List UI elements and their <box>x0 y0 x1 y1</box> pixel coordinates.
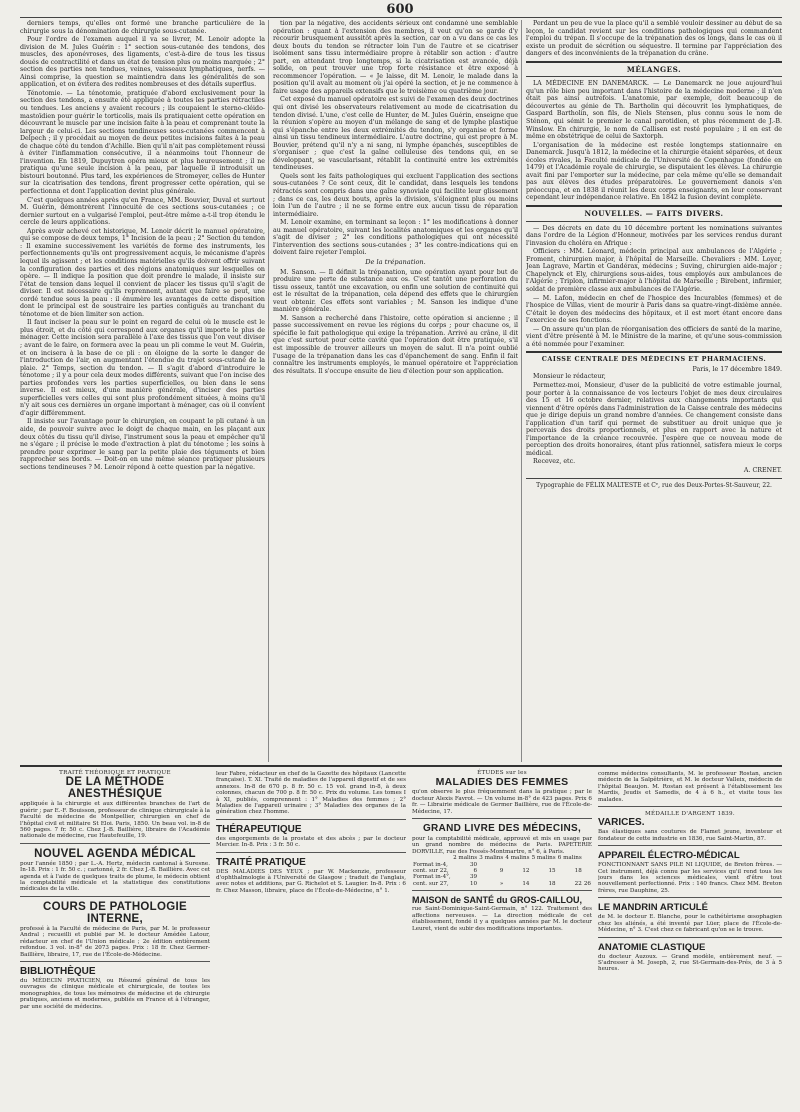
ad-title: ANATOMIE CLASTIQUE <box>598 941 706 953</box>
letter-closing: Recevez, etc. <box>533 458 576 466</box>
ad-appareil-electro <box>598 848 782 898</box>
paragraph: Quels sont les faits pathologiques qui excluent l'application des sections sous-cutanées ? Ce sont ceux, dit le candidat, dans lesquels les tendons rétractés sont compris dans une gaîne synoviale qui facilite leur glissement ; dans ce cas, les deux bouts, après la division, s'éloignent plus ou moins loin l'un de l'autre ; il ne se forme entre eux aucun tissu de réparation intermédiaire. <box>273 172 518 218</box>
ads-rule <box>20 765 782 767</box>
ad-text: du docteur Auzoux. — Grand modèle, entièrement neuf. — S'adresser à M. Joseph, 2, rue St-Germain-des-Prés, de 3 à 5 heures. <box>598 953 782 973</box>
table-cell: Format in-4°, <box>413 874 451 881</box>
paragraph: LA MÉDECINE EN DANEMARCK. — Le Danemarck ne joue aujourd'hui qu'un rôle bien peu important dans l'histoire de la médecine moderne ; il n'en était pas ainsi autrefois. L'anatomie, par exemple, doit beaucoup de découvertes au génie de Th. Bartholin qui découvrit les lymphatiques, de Gaspard Bartholin, son fils, de Niels Stensen, plus connu sous le nom de Sténon, qui sémit le premier le canal parotidien, et plus récemment de J.-B. Winslow. En chirurgie, le nom de Callisen est resté populaire ; il en est de même en obstétrique de celui de Saxtorph. <box>526 80 782 141</box>
paragraph: Après avoir achevé cet historique, M. Lenoir décrit le manuel opératoire, qui se compose de deux temps, 1° Incision de la peau ; 2° Section du tendon : Il examine successivement les variétés de forme des instruments, les perfectionnements qu'ils ont progressivement acquis, le mécanisme d'après lequel ils agissent ; et les conditions matérielles qu'ils doivent offrir suivant la configuration des parties et des régions anatomiques sur lesquelles on opère. — Il indique la position que doit prendre le malade, il insiste sur l'état de tension dans lequel il convient de placer les tissus qu'il s'agit de diviser. Il est nécessaire qu'ils reprennent, autant que faire se peut, une cordé tendue sous la peau : il énumère les avantages de cette disposition dont le principal est de soustraire les parties contiguës au tranchant du ténotome et de bien limiter son action. <box>20 227 265 318</box>
table-cell: 14 <box>522 880 530 887</box>
ad-kicker: MÉDAILLE D'ARGENT 1839. <box>645 811 735 818</box>
table-cell: 15 <box>548 868 556 875</box>
paragraph: tion par la négative, des accidents sérieux ont condamné une semblable opération : quant à l'extension des membres, il veut qu'on se garde d'y recourir brusquement aussitôt après la section, car on a vu dans ce cas les deux bouts du tendon se rétracter loin l'un de l'autre et se cicatriser isolément sans tissu intermédiaire propre à rétablir son action : d'autre part, en attendant trop longtemps, si la cicatrisation est avancée, déjà solide, on peut trouver une trop forte résistance et être exposé à recommencer l'opération. — « Je laisse, dit M. Lenoir, le malade dans la position qu'il avait au moment où j'ai opéré la section, et je ne commence à faire usage des appareils extensifs que le troisième ou quatrième jour. <box>273 20 518 95</box>
ad-varices <box>598 809 782 846</box>
paragraph: C'est quelques années après qu'en France, MM. Bouvier, Duval et surtout M. Guérin, démontrèrent l'innocuité de ces sections sous-cutanées ; ce dernier surtout en a vulgarisé l'emploi, peut-être même a-t-il trop étendu le cercle de leurs applications. <box>20 196 265 227</box>
ad-title: MALADIES DES FEMMES <box>435 776 569 789</box>
ad-title: COURS DE PATHOLOGIE INTERNE, <box>43 900 187 925</box>
ad-text: pour la comptabilité médicale, approuvé et mis en usage par un grand nombre de médecins de Paris. PAPETERIE DORVILLE, rue des Fossés-Montmartre, n° 6, à Paris. <box>412 836 592 855</box>
typography-credit: Typographie de FÉLIX MALTESTE et Cᵉ, rue des Deux-Portes-St-Sauveur, 22. <box>536 481 772 489</box>
ad-title: MAISON de SANTÉ du GROS-CAILLOU, <box>412 895 582 906</box>
ad-fabre-traite <box>216 768 406 820</box>
paragraph: Perdant un peu de vue la place qu'il a semblé vouloir dessiner au début de sa leçon, le candidat revient sur les conditions pathologiques qui commandent l'emploi du trépan. Il s'occupe de la trépanation des os longs, dans le cas où il existe un produit de sécrétion ou séquestre. Il termine par l'appréciation des dangers et des inconvénients de la trépanation du crâne. <box>526 20 782 58</box>
table-cell: 10 <box>469 880 478 887</box>
paragraph: derniers temps, qu'elles ont formé une branche particulière de la chirurgie sous la dénomination de chirurgie sous-cutanée. <box>20 20 265 35</box>
ad-mandrin-articule <box>598 900 782 937</box>
ad-text: du MÉDECIN PRATICIEN, ou Résumé général de tous les ouvrages de clinique médicale et chirurgicale, de toutes les monographies, de tous les mémoires de médecine et de chirurgie pratiques, anciens et modernes, publiés en France et à l'étranger, par une société de médecins. <box>20 977 210 1010</box>
section-rule <box>526 205 782 207</box>
ad-title: BIBLIOTHÈQUE <box>20 965 96 977</box>
table-cell: 6 <box>473 868 478 875</box>
ad-title: NOUVEL AGENDA MÉDICAL <box>34 847 196 860</box>
ad-text: FONCTIONNANT SANS PILE NI LIQUIDE, de Breton frères. — Cet instrument, déjà connu par les services qu'il rend tous les jours dans les sciences médicales, vient d'être tout nouvellement perfectionné. Prix : 140 francs. Chez MM. Breton frères, rue Dauphine, 25. <box>598 862 782 894</box>
paragraph: Officiers : MM. Léonard, médecin principal aux ambulances de l'Algérie ; Froment, chirurgien major, à l'hôpital de Marseille. Chevaliers : MM. Loyer, Jean Lagrave, Martin et Gandérax, médecins ; Suving, chirurgien aide-major ; Chapelynck et Ely, chirurgiens sous-aides, tous employés aux ambulances de l'Algérie ; Triplon, infirmier-major à l'hôpital de Marseille ; Birebent, infirmier, soldat de première classe aux ambulances de l'Algérie. <box>526 248 782 293</box>
ad-methode-anesthesique <box>20 768 210 844</box>
ad-kicker: TRAITÉ THÉORIQUE ET PRATIQUE <box>59 770 171 776</box>
table-row <box>412 881 592 887</box>
table-cell: 18 <box>574 868 582 875</box>
ad-consultants <box>598 768 782 807</box>
paragraph: — Des décrets en date du 10 décembre portent les nominations suivantes dans l'ordre de la Légion d'Honneur, motivées par les services rendus durant l'invasion du choléra en Afrique : <box>526 224 782 247</box>
letter-signature: A. CRENET. <box>743 466 782 474</box>
section-rule <box>526 351 782 353</box>
price-table <box>412 855 592 887</box>
ad-pathologie-interne <box>20 899 210 962</box>
paragraph: Cet exposé du manuel opératoire est suivi de l'examen des deux doctrines qui ont divisé les observateurs relativement au mode de cicatrisation du tendon divisé. L'une, c'est celle de Hunter, de M. Jules Guérin, enseigne que la réunion s'opère au moyen d'un mélange de sang et de lymphe plastique qui s'épanche entre les deux extrémités du tendon, s'y organise et forme ainsi un tissu tendineux intermédiaire. L'autre doctrine, qui est propre à M. Bouvier, prétend qu'il n'y a ni sang, ni lymphe épanchés, susceptibles de s'organiser ; que c'est la gaîne celluleuse des tendons qui, en se développant, se vascularisant, rétablit la continuité entre les extrémités tendineuses. <box>273 96 518 172</box>
table-header-cell: 6 malins <box>557 855 582 862</box>
ad-text: appliquée à la chirurgie et aux différentes branches de l'art de guérir ; par E.-F. Bouisson, professeur de clinique chirurgicale à la Faculté de médecine de Montpellier, chirurgien en chef de l'hôpital civil et militaire St Eloi. Paris, 1850. Un beau vol. in-8 de 560 pages. 7 fr. 50 c. Chez J.-B. Baillière, libraire de l'Académie nationale de médecine, rue Hautefeuille, 19. <box>20 801 210 840</box>
paragraph: M. Lenoir examine, en terminant sa leçon : 1° les modifications à donner au manuel opératoire, suivant les localités anatomiques et les organes qu'il s'agit de diviser ; 2° les conditions pathologiques qui ont nécessité l'intervention des sections sous-cutanées ; 3° les contre-indications qui en doivent faire rejeter l'emploi. <box>273 219 518 257</box>
section-title-caisse: CAISSE CENTRALE DES MÉDECINS ET PHARMACIENS. <box>541 355 767 364</box>
text-column-3 <box>526 20 782 762</box>
table-cell: 30 <box>469 861 478 868</box>
ad-text: rue Saint-Dominique-Saint-Germain, n° 122. Traitement des affections nerveuses. — La direction médicale de cet établissement, fondé il y a quelques années par M. le docteur Leuret, vient de subir des modifications importantes. <box>412 906 592 932</box>
ad-title: TRAITÉ PRATIQUE <box>216 856 306 868</box>
column-divider <box>268 20 269 762</box>
ad-grand-livre <box>412 821 592 891</box>
paragraph: M. Sanson a recherché dans l'histoire, cette opération si ancienne ; il passe successivement en revue les régions du corps ; pour chacune os, il spécifie le fait pathologique qui exige la trépanation. Arrivé au crâne, il dit que c'est surtout pour cette cavité que l'opération doit être pratiquée, s'il est impossible de trouver ailleurs un moyen de salut. Il n'a point oublié l'usage de la trépanation dans les cas d'épanchement de sang. Enfin il fait connaître les instruments employés, le manuel opératoire et l'appréciation des résultats. Il s'occupe ensuite de lieu d'élection pour son application. <box>273 314 518 375</box>
ad-maladies-femmes <box>412 768 592 819</box>
ad-title: VARICES. <box>598 817 645 829</box>
paragraph: Ténotomie. — La ténotomie, pratiquée d'abord exclusivement pour la section des tendons, a ensuite été appliquée à toutes les parties rétractiles ou tendues. Les anciens y avaient recours ; ils coupaient le sterno-cléido-mastoïdien pour guérir le torticolis, mais ils pratiquaient cette opération en découvrant le muscle par une incision faite à la peau et comprenant toute la largeur de celui-ci. Les sections tendineuses sous-cutanées commencent à Delpech ; il y procédait au moyen de deux petites incisions faites à la peau de chaque côté du tendon d'Achille. Bien qu'il n'ait pas complètement réussi à éviter l'inflammation consécutive, il a néanmoins tout l'honneur de l'invention. En 1819, Dupuytren opéra mieux et plus heureusement ; il ne pratiqua qu'une seule incision à la peau, par laquelle il introduisit un bistouri boutonné. Plus tard, les expériences de Stromeyer, celles de Hunter sur la cicatrisation des tendons, firent progresser cette opération, qui se perfectionna et dont l'application devint plus générale. <box>20 89 265 196</box>
table-cell: 26 <box>583 880 591 887</box>
section-rule <box>526 221 782 222</box>
table-header-cell: 2 malins <box>453 855 478 862</box>
section-rule <box>526 76 782 77</box>
table-cell: 18 <box>548 880 556 887</box>
ad-title: DE LA MÉTHODE ANESTHÉSIQUE <box>65 776 165 801</box>
ad-bibliotheque <box>20 964 210 1013</box>
ads-column-2 <box>216 768 406 1108</box>
table-cell: 39 <box>469 874 478 881</box>
column-divider <box>521 20 522 762</box>
paragraph: — On assure qu'un plan de réorganisation des officiers de santé de la marine, vient d'être présenté à M. le Ministre de la marine, et qu'une sous-commission a été nommée pour l'examiner. <box>526 325 782 348</box>
ad-text: leur Fabre, rédacteur en chef de la Gazette des hôpitaux (Lancette française). T. XI. Traité de maladies de l'appareil digestif et de ses annexes. In-8 de 670 p. 8 fr. 50 c. 15 vol. grand in-8, à deux colonnes, chacun de 700 p. 8 fr. 50 c. Prix du volume. Les tomes I à XI, publiés, comprennent : 1° Maladies des femmes ; 2° Maladies de l'appareil urinaire ; 3° Maladies des organes de la génération chez l'homme. <box>216 771 406 816</box>
ad-anatomie-clastique <box>598 940 782 976</box>
section-title-nouvelles: NOUVELLES. — FAITS DIVERS. <box>584 209 724 219</box>
ads-column-4 <box>598 768 782 1108</box>
ad-text: Bas élastiques sans coutures de Flamet jeune, inventeur et fondateur de cette industrie en 1836, rue Saint-Martin, 87. <box>598 829 782 842</box>
ad-therapeutique <box>216 822 406 853</box>
table-header-cell: 3 malins <box>479 855 504 862</box>
ad-text: DES MALADIES DES YEUX ; par W. Mackenzie, professeur d'ophthalmologie à l'Université de Glasgow ; traduit de l'anglais, avec notes et additions, par G. Richelot et S. Laugier. In-8. Prix : 6 fr. Chez Masson, libraire, place de l'École-de-Médecine, n° 1. <box>216 868 406 894</box>
section-rule <box>526 61 782 63</box>
ad-agenda-medical <box>20 846 210 897</box>
top-rule <box>20 17 782 18</box>
paragraph: — M. Lafon, médecin en chef de l'hospice des Incurables (femmes) et de l'hospice de Villas, vient de mourir à Paris dans sa quatre-vingt-dixième année. C'était le doyen des médecins des hôpitaux, et il est mort étant encore dans l'exercice de ses fonctions. <box>526 294 782 325</box>
ads-column-3 <box>412 768 592 1108</box>
ad-text: pour l'année 1850 ; par L.-A. Hertz, médecin cantonal à Suresne. In-18. Prix : 1 fr. 50 c. ; cartonné, 2 fr. Chez J.-B. Baillière. Avec cet agenda et à l'aide de quelques traits de plume, le médecin obtient la comptabilité médicale et la statistique des constitutions médicales de la ville. <box>20 860 210 893</box>
ad-title: THÉRAPEUTIQUE <box>216 823 302 835</box>
table-cell: 22 <box>574 880 582 887</box>
letter-salutation: Monsieur le rédacteur, <box>533 373 606 381</box>
ad-text: qu'on observe le plus fréquemment dans la pratique ; par le docteur Alexis Favrot. — Un volume in-8° de 423 pages. Prix 6 fr. — Librairie médicale de Germer Baillière, rue de l'École-de-Médecine, 17. <box>412 789 592 815</box>
page-number: 600 <box>386 2 414 17</box>
ads-column-1 <box>20 768 210 1108</box>
ad-title: LE MANDRIN ARTICULÉ <box>598 902 708 914</box>
ad-title: GRAND LIVRE DES MÉDECINS, <box>422 823 582 835</box>
table-cell: cent. sur 27, <box>413 880 449 887</box>
section-title-melanges: MÉLANGES. <box>626 64 682 74</box>
text-column-2 <box>273 20 518 762</box>
ad-text: des engorgements de la prostate et des abcès ; par le docteur Mercier. In-8. Prix : 3 fr. 50 c. <box>216 835 406 849</box>
paragraph: L'organisation de la médecine est restée longtemps stationnaire en Danemarck. Jusqu'à 1812, la médecine et la chirurgie étaient séparées, et deux écoles rivales, la Faculté médicale de l'Université de Copenhague (fondée en 1479) et l'Académie royale de chirurgie, se disputaient les élèves. La chirurgie avait fini par l'emporter sur la médecine, par cela même qu'elle se demandait pas aux élèves des études préparatoires. Le gouvernement danois s'en préoccupa, et en 1838 il réunit les deux corps enseignants, en leur conservant cependant leur indépendance relative. En 1842 la fusion devint complète. <box>526 141 782 202</box>
ad-traite-pratique <box>216 855 406 898</box>
table-cell: » <box>499 880 504 887</box>
table-header-cell: 4 malins <box>505 855 530 862</box>
ad-kicker: ÉTUDES sur les <box>477 770 527 776</box>
table-cell: 12 <box>522 868 530 875</box>
paragraph: Permettez-moi, Monsieur, d'user de la publicité de votre estimable journal, pour porter à la connaissance de vos lecteurs l'objet de mes deux circulaires des 15 et 16 octobre dernier, relatives aux changements importants qui viennent d'être opérés dans l'administration de la Caisse centrale des médecins que je dirige depuis un grand nombre d'années. Ce changement consiste dans l'application d'un tarif qui permet de substituer au droit unique que je percevais des droits proportionnels, et plus en rapport avec la nature et l'importance de la créance recouvrée. J'espère que ce nouveau mode de perception des droits honoraires, étant plus rationnel, satisfera mieux le corps médical. <box>526 381 782 457</box>
table-cell: Format in-4, <box>413 861 448 868</box>
ad-maison-sante <box>412 893 592 935</box>
paragraph: Il insiste sur l'avantage pour le chirurgien, en coupant le pli cutané à un aide, de pouvoir suivre avec le doigt de chaque main, en les plaçant aux deux côtés du tissu qu'il divise, l'instrument sous la peau et empêcher qu'il ne s'égare ; il précise le mode d'extraction à plat du ténotome ; les soins à prendre pour exprimer le sang par la petite plaie des téguments et bien rapprocher ses bords. — Doit-on en une même séance pratiquer plusieurs sections tendineuses ? M. Lenoir répond à cette question par la négative. <box>20 418 265 471</box>
text-column-1 <box>20 20 265 762</box>
paragraph: M. Sanson. — Il définit la trépanation, une opération ayant pour but de produire une perte de substance aux os. C'est tantôt une perforation du tissu osseux, tantôt une excavation, ou enfin une solution de continuité qui est le résultat de la trépanation, cela dépend des effets que le chirurgien veut obtenir. Ces effets sont variables ; M. Sanson les indique d'une manière générale. <box>273 268 518 314</box>
ad-text: de M. le docteur E. Blanche, pour le cathétérisme œsophagien chez les aliénés, a été inventé par Lüer, place de l'École-de-Médecine, n° 3. C'est chez ce fabricant qu'on se le trouve. <box>598 914 782 934</box>
table-cell: 9 <box>499 868 504 875</box>
ad-text: professé à la Faculté de médecine de Paris, par M. le professeur Andral ; recueilli et publié par M. le docteur Amédée Latour, rédacteur en chef de l'Union médicale ; 2e édition entièrement refondue. 3 vol. in-8° de 2073 pages. Prix : 18 fr. Chez Germer-Baillière, libraire, 17, rue de l'École-de-Médecine. <box>20 925 210 958</box>
ad-text: comme médecins consultants, M. le professeur Rostan, ancien médecin de la Salpêtrière, et M. le docteur Valleix, médecin de l'hôpital Beaujon. M. Rostan est présent à l'établissement les Mardis, Jeudis et Samedis, de 4 à 6 h., et visite tous les malades. <box>598 771 782 803</box>
paragraph: Il faut inciser la peau sur le point en regard de celui où le muscle est le plus étroit, et du côté qui correspond aux organes qu'il importe le plus de ménager. Cette incision sera parallèle à l'axe des tissus que l'on veut diviser ; avant de le faire, on formera avec la peau un pli comme le veut M. Guérin, et on incisera à la base de ce pli : on éloigne de la sorte le danger de l'introduction de l'air, en augmentant l'étendue du trajet sous-cutané de la plaie. 2° Temps, section du tendon. — Il s'agit d'abord d'introduire le ténotome ; il y a pour cela deux modes différents, suivant que l'on incise des parties profondes vers les parties superficielles, ou bien dans le sens inverse. Il est mieux, d'une manière générale, d'inciser des parties superficielles vers celles qui sont plus profondément situées, à moins qu'il n'y ait sous ces dernières un organe important à ménager, cas où il convient d'agir différemment. <box>20 319 265 417</box>
table-header-cell: 5 malins <box>531 855 556 862</box>
table-cell: cent. sur 22, <box>413 868 449 875</box>
ad-title: APPAREIL ÉLECTRO-MÉDICAL <box>598 850 740 862</box>
section-subtitle-trepanation: De la trépanation. <box>365 257 426 266</box>
section-rule <box>526 478 782 479</box>
paragraph: Pour l'ordre de l'examen auquel il va se livrer, M. Lenoir adopte la division de M. Jules Guérin : 1° section sous-cutanée des tendons, des muscles, des aponévroses, des ligaments, c'est-à-dire de tous les tissus doués de contractilité et dans un état de tension plus ou moins marquée ; 2° section des parties non tendues, veines, vaisseaux lymphatiques, nerfs. — Ainsi comprise, la question se maintiendra dans les généralités de son application, et on évitera des redites nombreuses et des détails superflus. <box>20 36 265 89</box>
letter-date: Paris, le 17 décembre 1849. <box>692 365 782 373</box>
